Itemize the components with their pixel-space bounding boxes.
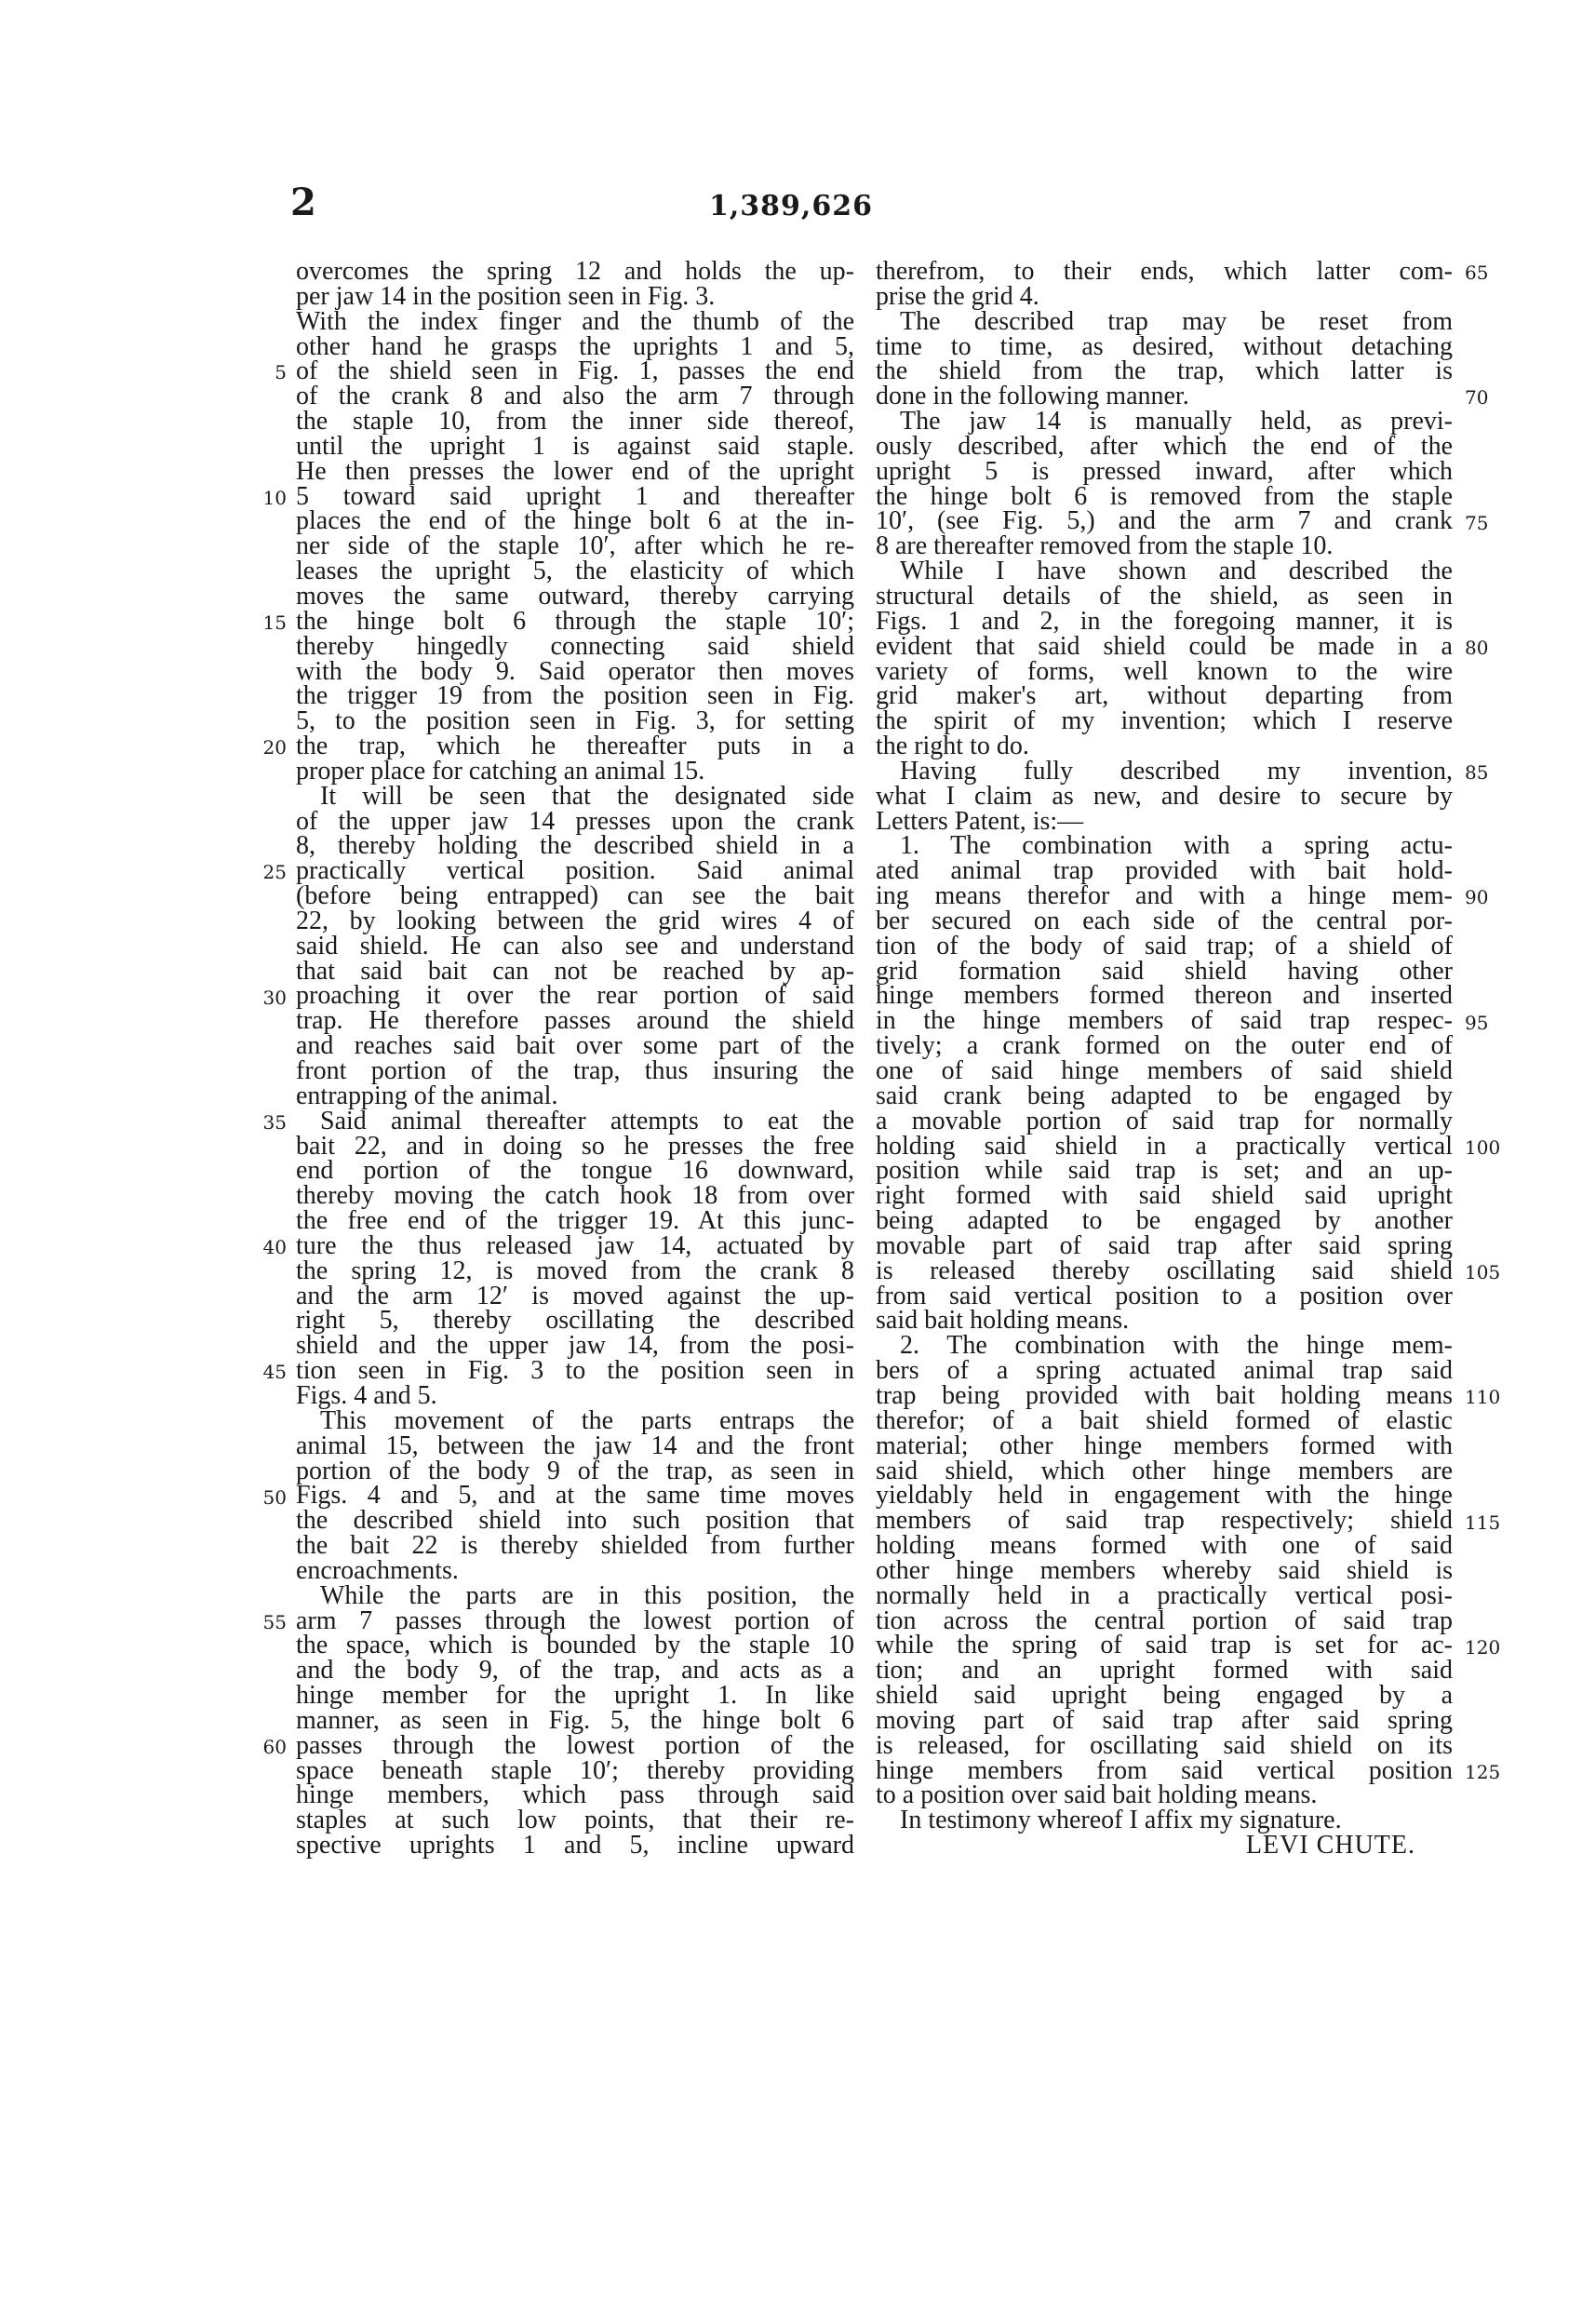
text-line: other hinge members whereby said shield is bbox=[876, 1555, 1453, 1585]
text-line: the described shield into such position that bbox=[296, 1506, 854, 1536]
text-line: proaching it over the rear portion of said bbox=[296, 981, 854, 1011]
text-line: portion of the body 9 of the trap, as seen in bbox=[296, 1456, 854, 1485]
text-line: prise the grid 4. bbox=[876, 281, 1039, 311]
line-number: 55 bbox=[262, 1610, 287, 1633]
text-line: per jaw 14 in the position seen in Fig. 3. bbox=[296, 281, 716, 311]
text-line: done in the following manner. bbox=[876, 382, 1189, 411]
text-line: the staple 10, from the inner side thereof, bbox=[296, 407, 854, 437]
text-line: what I claim as new, and desire to secure by bbox=[876, 781, 1453, 811]
text-line: movable part of said trap after said spring bbox=[876, 1230, 1453, 1260]
text-line: ously described, after which the end of the bbox=[876, 431, 1453, 461]
line-number: 15 bbox=[262, 611, 287, 634]
text-line: moving part of said trap after said spring bbox=[876, 1705, 1453, 1735]
text-line: Figs. 4 and 5. bbox=[296, 1380, 437, 1410]
text-line: tively; a crank formed on the outer end of bbox=[876, 1031, 1453, 1061]
text-line: LEVI CHUTE. bbox=[1245, 1831, 1415, 1861]
text-line: tion of the body of said trap; of a shield of bbox=[876, 931, 1453, 960]
text-line: said crank being adapted to be engaged by bbox=[876, 1081, 1453, 1110]
text-line: Letters Patent, is:— bbox=[876, 806, 1084, 836]
text-line: moves the same outward, thereby carrying bbox=[296, 581, 854, 611]
line-number: 5 bbox=[275, 361, 287, 384]
text-line: ing means therefor and with a hinge mem- bbox=[876, 881, 1453, 911]
text-line: The jaw 14 is manually held, as previ- bbox=[900, 407, 1453, 437]
text-line: therefrom, to their ends, which latter com- bbox=[876, 257, 1453, 286]
text-line: right 5, thereby oscillating the described bbox=[296, 1306, 854, 1336]
text-line: said bait holding means. bbox=[876, 1306, 1130, 1336]
text-line: trap being provided with bait holding means bbox=[876, 1380, 1453, 1410]
line-number: 30 bbox=[262, 986, 287, 1009]
text-line: of the upper jaw 14 presses upon the crank bbox=[296, 806, 854, 836]
line-number: 50 bbox=[262, 1485, 287, 1509]
text-line: hinge member for the upright 1. In like bbox=[296, 1681, 854, 1711]
text-line: in the hinge members of said trap respec- bbox=[876, 1006, 1453, 1036]
text-line: With the index finger and the thumb of the bbox=[296, 306, 854, 336]
line-number: 70 bbox=[1465, 386, 1489, 410]
text-line: ated animal trap provided with bait hold- bbox=[876, 856, 1453, 886]
text-line: the shield from the trap, which latter is bbox=[876, 356, 1453, 386]
text-line: passes through the lowest portion of the bbox=[296, 1730, 854, 1760]
text-line: variety of forms, well known to the wire bbox=[876, 656, 1453, 686]
text-line: the trap, which he thereafter puts in a bbox=[296, 732, 854, 761]
text-line: and the arm 12′ is moved against the up- bbox=[296, 1281, 854, 1310]
text-line: Figs. 4 and 5, and at the same time moves bbox=[296, 1481, 854, 1511]
text-line: entrapping of the animal. bbox=[296, 1081, 558, 1110]
text-line: He then presses the lower end of the upright bbox=[296, 456, 854, 486]
text-line: said shield, which other hinge members are bbox=[876, 1456, 1453, 1485]
line-number: 60 bbox=[262, 1736, 287, 1759]
text-line: overcomes the spring 12 and holds the up- bbox=[296, 257, 854, 286]
line-number: 45 bbox=[262, 1361, 287, 1384]
right-text-column bbox=[876, 257, 1453, 1861]
text-line: with the body 9. Said operator then moves bbox=[296, 656, 854, 686]
text-line: ner side of the staple 10′, after which he re- bbox=[296, 531, 854, 561]
text-line: This movement of the parts entraps the bbox=[320, 1405, 854, 1435]
line-number: 110 bbox=[1465, 1386, 1501, 1409]
text-line: members of said trap respectively; shield bbox=[876, 1506, 1453, 1536]
text-line: while the spring of said trap is set for ac- bbox=[876, 1631, 1453, 1660]
text-line: 22, by looking between the grid wires 4 of bbox=[296, 906, 854, 935]
line-number: 120 bbox=[1465, 1635, 1501, 1659]
text-line: Figs. 1 and 2, in the foregoing manner, it is bbox=[876, 606, 1453, 636]
text-line: other hand he grasps the uprights 1 and 5, bbox=[296, 331, 854, 361]
text-line: arm 7 passes through the lowest portion of bbox=[296, 1605, 854, 1635]
text-line: bait 22, and in doing so he presses the free bbox=[296, 1131, 854, 1161]
text-line: and the body 9, of the trap, and acts as a bbox=[296, 1656, 854, 1686]
text-line: While the parts are in this position, the bbox=[320, 1580, 854, 1610]
text-line: shield said upright being engaged by a bbox=[876, 1681, 1453, 1711]
line-number: 85 bbox=[1465, 761, 1489, 784]
text-line: the space, which is bounded by the staple 10 bbox=[296, 1631, 854, 1660]
text-line: tion; and an upright formed with said bbox=[876, 1656, 1453, 1686]
text-line: encroachments. bbox=[296, 1555, 459, 1585]
text-line: hinge members formed thereon and inserted bbox=[876, 981, 1453, 1011]
text-line: of the shield seen in Fig. 1, passes the end bbox=[296, 356, 854, 386]
text-line: until the upright 1 is against said staple. bbox=[296, 431, 854, 461]
page-number: 2 bbox=[290, 181, 316, 224]
text-line: the bait 22 is thereby shielded from further bbox=[296, 1531, 854, 1561]
line-number: 105 bbox=[1465, 1261, 1501, 1283]
left-text-column bbox=[296, 257, 854, 1861]
text-line: said shield. He can also see and understand bbox=[296, 931, 854, 960]
text-line: practically vertical position. Said animal bbox=[296, 856, 854, 886]
line-number: 95 bbox=[1465, 1011, 1489, 1034]
text-line: front portion of the trap, thus insuring the bbox=[296, 1056, 854, 1085]
text-line: (before being entrapped) can see the bait bbox=[296, 881, 854, 911]
text-line: 2. The combination with the hinge mem- bbox=[900, 1331, 1453, 1361]
line-number: 75 bbox=[1465, 511, 1489, 534]
text-line: The described trap may be reset from bbox=[900, 306, 1453, 336]
text-line: is released, for oscillating said shield on its bbox=[876, 1730, 1453, 1760]
line-number: 125 bbox=[1465, 1761, 1501, 1783]
text-line: bers of a spring actuated animal trap said bbox=[876, 1356, 1453, 1386]
line-number: 90 bbox=[1465, 886, 1489, 909]
text-line: spective uprights 1 and 5, incline upward bbox=[296, 1831, 854, 1861]
text-line: places the end of the hinge bolt 6 at the in- bbox=[296, 506, 854, 536]
text-line: 8 are thereafter removed from the staple 10. bbox=[876, 531, 1334, 561]
text-line: that said bait can not be reached by ap- bbox=[296, 956, 854, 986]
line-number: 115 bbox=[1465, 1511, 1501, 1534]
text-line: holding means formed with one of said bbox=[876, 1531, 1453, 1561]
text-line: manner, as seen in Fig. 5, the hinge bolt 6 bbox=[296, 1705, 854, 1735]
text-line: shield and the upper jaw 14, from the posi- bbox=[296, 1331, 854, 1361]
text-line: the spirit of my invention; which I reserve bbox=[876, 706, 1453, 736]
text-line: evident that said shield could be made in a bbox=[876, 631, 1453, 661]
text-line: the hinge bolt 6 through the staple 10′; bbox=[296, 606, 854, 636]
patent-number: 1,389,626 bbox=[708, 190, 873, 222]
text-line: is released thereby oscillating said shield bbox=[876, 1256, 1453, 1285]
line-number: 25 bbox=[262, 861, 287, 884]
text-line: grid formation said shield having other bbox=[876, 956, 1453, 986]
line-number: 40 bbox=[262, 1236, 287, 1259]
text-line: ber secured on each side of the central por- bbox=[876, 906, 1453, 935]
text-line: the right to do. bbox=[876, 732, 1029, 761]
text-line: tion seen in Fig. 3 to the position seen in bbox=[296, 1356, 854, 1386]
text-line: proper place for catching an animal 15. bbox=[296, 756, 705, 786]
line-number: 65 bbox=[1465, 262, 1489, 284]
line-number: 80 bbox=[1465, 636, 1489, 659]
text-line: ture the thus released jaw 14, actuated by bbox=[296, 1230, 854, 1260]
text-line: therefor; of a bait shield formed of elastic bbox=[876, 1405, 1453, 1435]
text-line: It will be seen that the designated side bbox=[320, 781, 854, 811]
text-line: staples at such low points, that their re- bbox=[296, 1806, 854, 1835]
text-line: to a position over said bait holding means. bbox=[876, 1780, 1318, 1810]
text-line: In testimony whereof I affix my signature. bbox=[900, 1806, 1342, 1835]
text-line: space beneath staple 10′; thereby providing bbox=[296, 1755, 854, 1785]
text-line: holding said shield in a practically vertical bbox=[876, 1131, 1453, 1161]
text-line: end portion of the tongue 16 downward, bbox=[296, 1156, 854, 1186]
text-line: thereby moving the catch hook 18 from over bbox=[296, 1181, 854, 1211]
text-line: While I have shown and described the bbox=[900, 557, 1453, 586]
text-line: trap. He therefore passes around the shield bbox=[296, 1006, 854, 1036]
text-line: thereby hingedly connecting said shield bbox=[296, 631, 854, 661]
text-line: leases the upright 5, the elasticity of which bbox=[296, 557, 854, 586]
text-line: of the crank 8 and also the arm 7 through bbox=[296, 382, 854, 411]
text-line: time to time, as desired, without detaching bbox=[876, 331, 1453, 361]
text-line: grid maker's art, without departing from bbox=[876, 681, 1453, 711]
text-line: from said vertical position to a position over bbox=[876, 1281, 1453, 1310]
text-line: 8, thereby holding the described shield in a bbox=[296, 831, 854, 861]
text-line: 5 toward said upright 1 and thereafter bbox=[296, 481, 854, 511]
line-number: 35 bbox=[262, 1110, 287, 1134]
line-number: 100 bbox=[1465, 1135, 1501, 1159]
text-line: right formed with said shield said upright bbox=[876, 1181, 1453, 1211]
text-line: tion across the central portion of said trap bbox=[876, 1605, 1453, 1635]
text-line: 1. The combination with a spring actu- bbox=[900, 831, 1453, 861]
text-line: the spring 12, is moved from the crank 8 bbox=[296, 1256, 854, 1285]
text-line: the hinge bolt 6 is removed from the staple bbox=[876, 481, 1453, 511]
text-line: a movable portion of said trap for normally bbox=[876, 1106, 1453, 1135]
text-line: one of said hinge members of said shield bbox=[876, 1056, 1453, 1085]
text-line: and reaches said bait over some part of the bbox=[296, 1031, 854, 1061]
text-line: hinge members from said vertical position bbox=[876, 1755, 1453, 1785]
text-line: 5, to the position seen in Fig. 3, for setting bbox=[296, 706, 854, 736]
text-line: the free end of the trigger 19. At this junc- bbox=[296, 1206, 854, 1236]
text-line: hinge members, which pass through said bbox=[296, 1780, 854, 1810]
text-line: being adapted to be engaged by another bbox=[876, 1206, 1453, 1236]
text-line: structural details of the shield, as seen in bbox=[876, 581, 1453, 611]
text-line: material; other hinge members formed with bbox=[876, 1431, 1453, 1460]
line-number: 10 bbox=[262, 486, 287, 509]
text-line: position while said trap is set; and an up- bbox=[876, 1156, 1453, 1186]
text-line: Said animal thereafter attempts to eat the bbox=[320, 1106, 854, 1135]
text-line: yieldably held in engagement with the hinge bbox=[876, 1481, 1453, 1511]
text-line: normally held in a practically vertical posi- bbox=[876, 1580, 1453, 1610]
line-number: 20 bbox=[262, 736, 287, 759]
text-line: Having fully described my invention, bbox=[900, 756, 1453, 786]
text-line: 10′, (see Fig. 5,) and the arm 7 and crank bbox=[876, 506, 1453, 536]
text-line: upright 5 is pressed inward, after which bbox=[876, 456, 1453, 486]
text-line: the trigger 19 from the position seen in Fig. bbox=[296, 681, 854, 711]
text-line: animal 15, between the jaw 14 and the front bbox=[296, 1431, 854, 1460]
